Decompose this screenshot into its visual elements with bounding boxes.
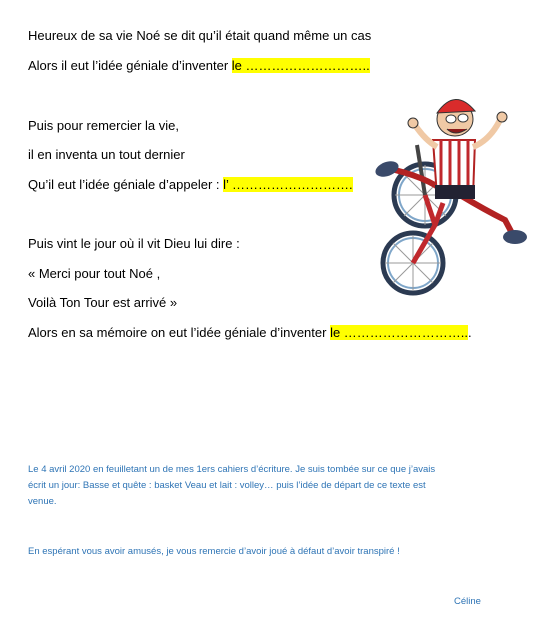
poem-line-4: il en inventa un tout dernier [28,147,185,162]
cyclist-shirt [433,140,475,199]
note-line-3: venue. [28,496,57,507]
blank-tour: le ……………………….. [330,325,469,340]
cyclist-head [437,99,475,136]
poem-line-2-text: Alors il eut l’idée géniale d’inventer [28,58,232,73]
poem-line-7: « Merci pour tout Noé , [28,266,161,281]
blank-volley: l’ ………………………. [223,177,353,192]
poem-line-9 [28,325,472,341]
poem-line-3: Puis pour remercier la vie, [28,118,179,133]
note-line-1: Le 4 avril 2020 en feuilletant un de mes 1ers cahiers d’écriture. Je suis tombée sur ce que j’avais [28,464,436,475]
poem-line-8: Voilà Ton Tour est arrivé » [28,295,178,310]
poem-line-2 [28,58,370,74]
poem-line-5-text: Qu’il eut l’idée géniale d’appeler : [28,177,224,192]
signature: Céline [454,596,481,607]
cyclist-illustration [355,85,535,315]
poem-line-9-text: Alors en sa mémoire on eut l’idée géniale d’inventer [28,325,331,340]
poem-line-9-end: . [468,325,472,340]
note-line-2: écrit un jour: Basse et quête : basket Veau et lait : volley… puis l’idée de départ de ce texte est [28,480,426,491]
poem-line-1: Heureux de sa vie Noé se dit qu’il était quand même un cas [28,28,372,43]
poem-line-6: Puis vint le jour où il vit Dieu lui dire : [28,236,240,251]
blank-basket: le ……………………….. [231,58,370,73]
poem-line-5 [28,177,353,193]
note-closing: En espérant vous avoir amusés, je vous remercie d’avoir joué à défaut d’avoir transpiré ! [28,546,400,557]
